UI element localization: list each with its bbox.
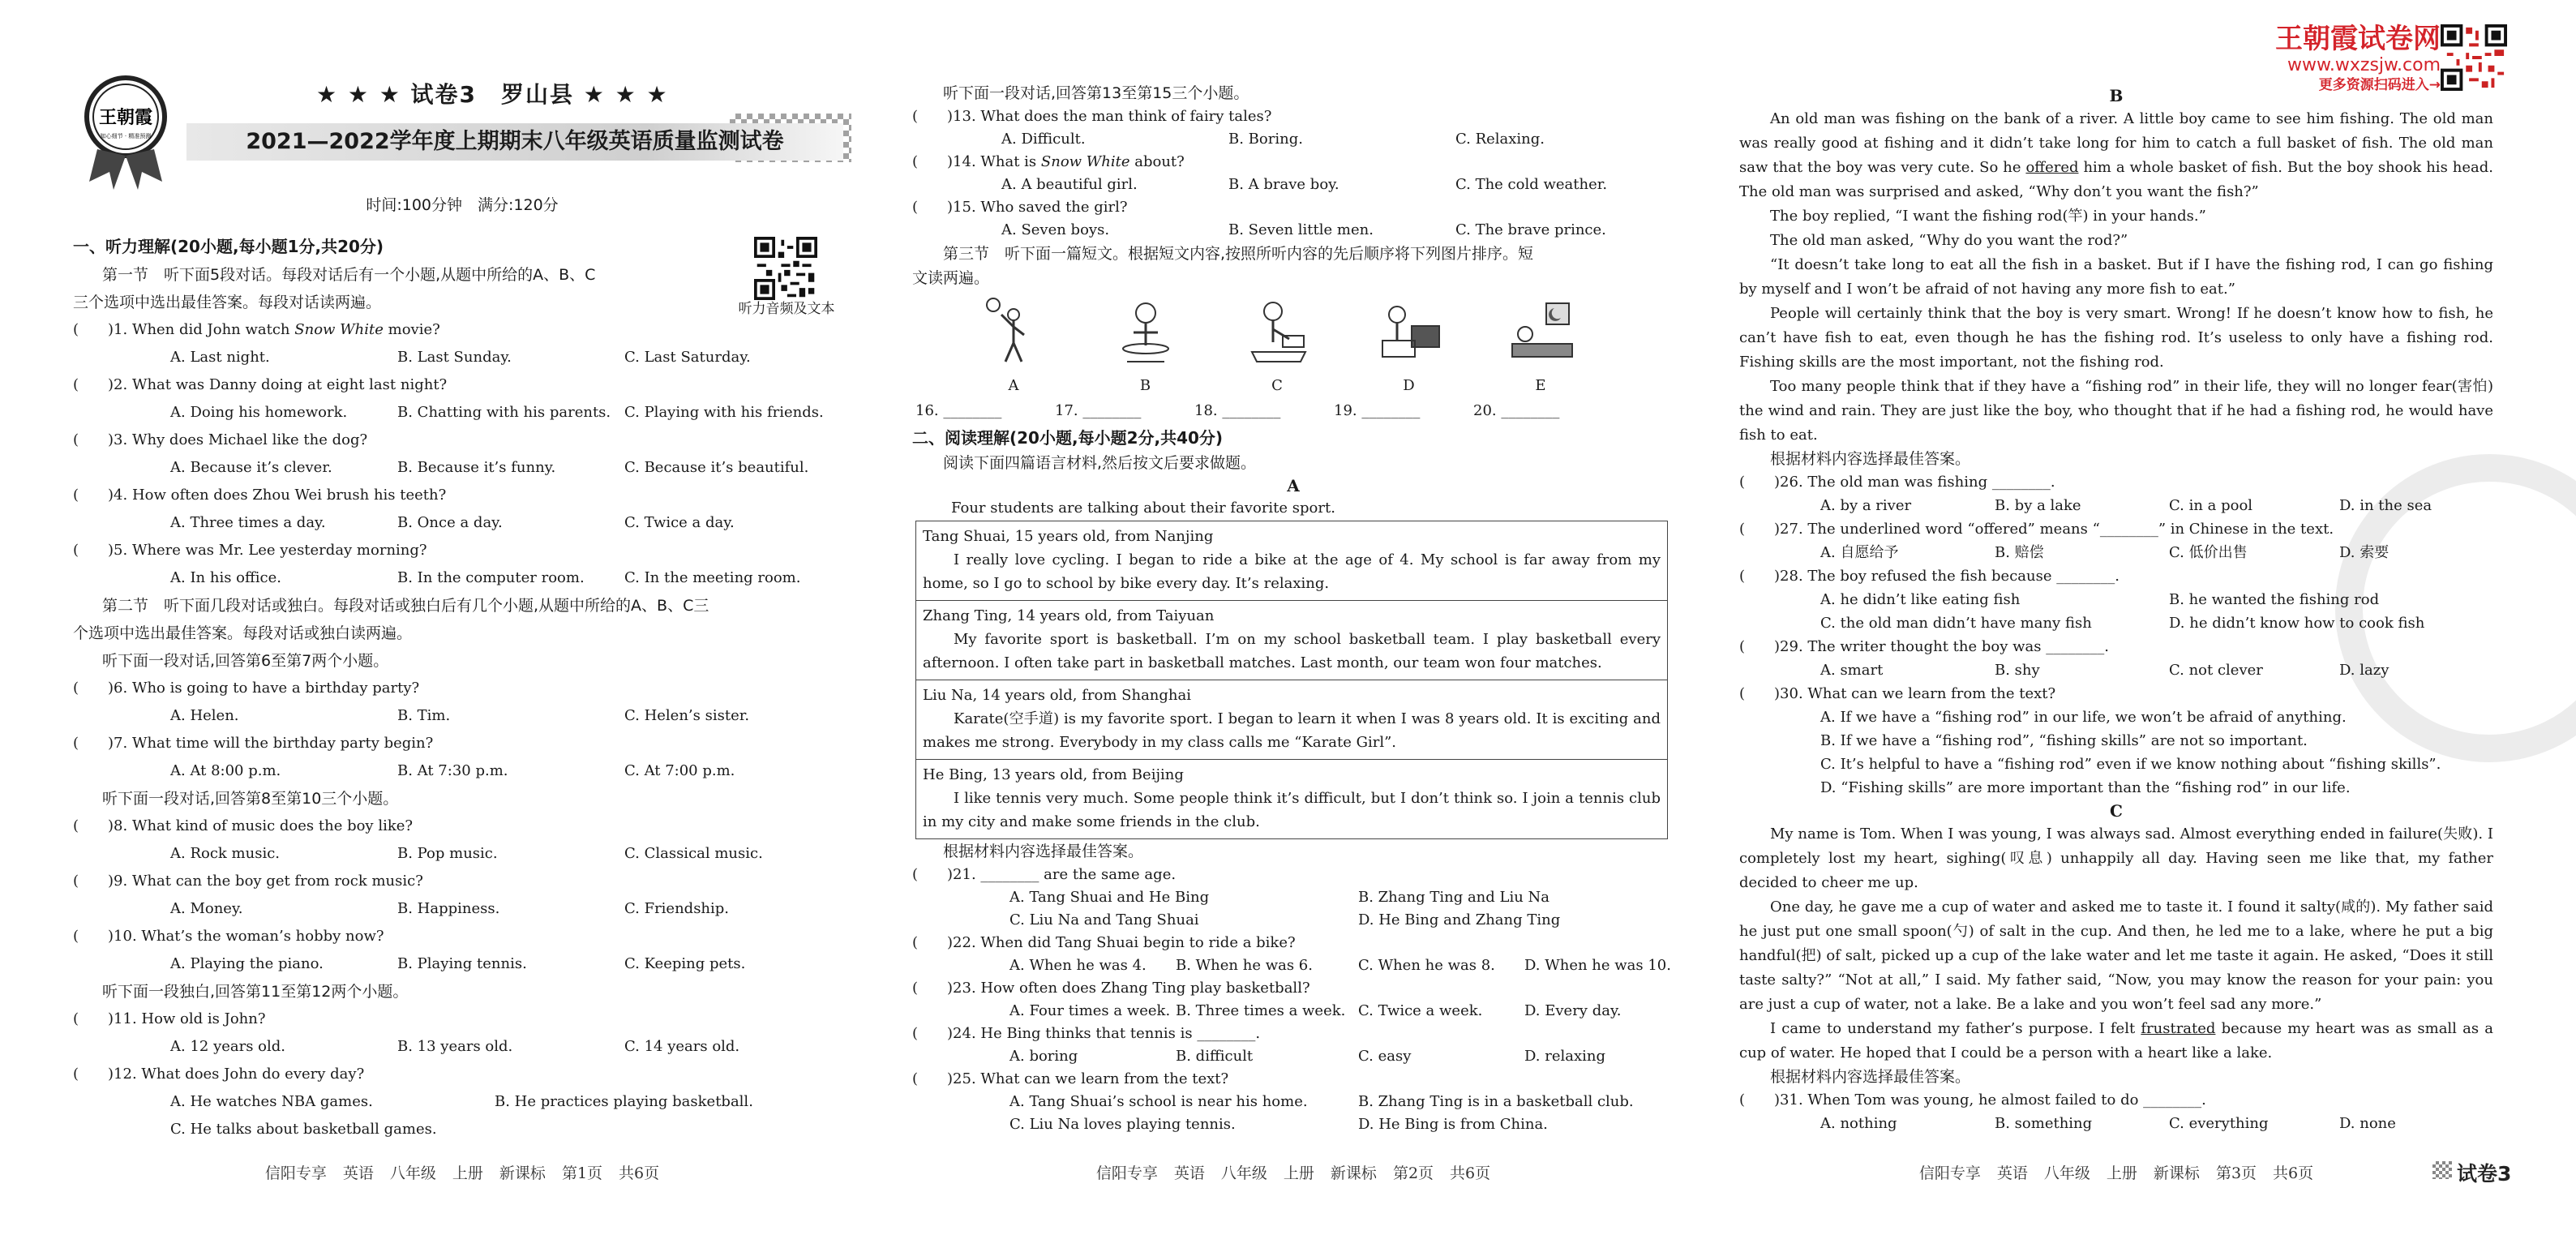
section2-instruction-2: 个选项中选出最佳答案。每段对话或独白读两遍。	[73, 624, 413, 642]
person-name: Liu Na, 14 years old, from Shanghai	[923, 687, 1191, 704]
q30-option-c-row	[1739, 753, 2493, 776]
option-d[interactable]: D. lazy	[2339, 662, 2390, 679]
q4-options	[73, 509, 851, 537]
dialogue-2-note: 听下面一段对话,回答第8至第10三个小题。	[102, 790, 399, 808]
question-23: ( )23. How often does Zhang Ting play basketball?	[912, 980, 1310, 997]
option-c[interactable]: C. the old man didn’t have many fish	[1820, 615, 2092, 632]
passage-b-paragraph: Too many people think that if they have a “fishing rod” in their life, they will no longer fear(害怕) the wind and rain. They are just like the boy, who thought that if he had a fishing rod, he would have fish to eat.	[1739, 378, 2493, 444]
time-score: 时间:100分钟 满分:120分	[366, 196, 559, 214]
footer-page: 第1页	[561, 1164, 603, 1182]
footer-page: 第3页	[2215, 1164, 2257, 1182]
option-c[interactable]: C. Playing with his friends.	[624, 404, 824, 421]
section3-instruction-2: 文读两遍。	[912, 269, 990, 287]
qr-caption: 听力音频及文本	[738, 301, 835, 317]
choose-note-c: 根据材料内容选择最佳答案。	[1770, 1068, 1971, 1086]
option-a[interactable]: A. Tang Shuai and He Bing	[1009, 889, 1210, 906]
table-cell	[916, 601, 1668, 680]
option-d[interactable]: D. he didn’t know how to cook fish	[2169, 615, 2425, 632]
option-b[interactable]: B. 赔偿	[1995, 544, 2044, 561]
option-a[interactable]: A. Because it’s clever.	[170, 459, 332, 476]
option-c[interactable]: C. The cold weather.	[1455, 176, 1608, 193]
question-5: ( )5. Where was Mr. Lee yesterday morning?	[73, 542, 427, 559]
q1-options	[73, 344, 851, 371]
picture-b-label: B	[1139, 377, 1151, 394]
reading-title: 二、阅读理解(20小题,每小题2分,共40分)	[912, 428, 1224, 448]
option-b[interactable]: B. 13 years old.	[397, 1038, 513, 1055]
paragraph-text: I came to understand my father’s purpose. I felt	[1770, 1020, 2141, 1037]
option-a[interactable]: A. Three times a day.	[170, 514, 326, 531]
q21-options	[912, 886, 1674, 909]
option-b[interactable]: B. difficult	[1176, 1048, 1254, 1065]
option-a[interactable]: A. He watches NBA games.	[170, 1093, 373, 1110]
option-c[interactable]: C. easy	[1358, 1048, 1412, 1065]
question-12: ( )12. What does John do every day?	[73, 1066, 365, 1083]
option-c[interactable]: C. 低价出售	[2169, 544, 2248, 561]
option-b[interactable]: B. Boring.	[1228, 131, 1303, 148]
option-d[interactable]: D. none	[2339, 1115, 2396, 1132]
question-27: ( )27. The underlined word “offered” means “________” in Chinese in the text.	[1739, 521, 2334, 538]
passage-a-letter: A	[1287, 476, 1300, 495]
q7-options	[73, 757, 851, 785]
option-c[interactable]: C. Liu Na and Tang Shuai	[1009, 911, 1199, 928]
picture-e-label: E	[1535, 377, 1546, 394]
picture-a[interactable]	[969, 290, 1058, 397]
option-b[interactable]: B. Seven little men.	[1228, 221, 1374, 238]
question-4: ( )4. How often does Zhou Wei brush his teeth?	[73, 487, 447, 504]
section2-instruction: 第二节 听下面几段对话或独白。每段对话或独白后有几个小题,从题中所给的A、B、C三	[102, 597, 709, 615]
option-a[interactable]: A. Helen.	[170, 707, 239, 724]
passage-c-paragraph	[1739, 1017, 2493, 1066]
q13-options	[912, 128, 1674, 151]
option-b[interactable]: B. When he was 6.	[1176, 957, 1313, 974]
option-a[interactable]: A. nothing	[1820, 1115, 1897, 1132]
picture-row	[969, 290, 1585, 397]
footer-page: 第2页	[1392, 1164, 1434, 1182]
option-c[interactable]: C. Keeping pets.	[624, 955, 746, 972]
option-a[interactable]: A. When he was 4.	[1009, 957, 1147, 974]
answer-20[interactable]: 20. ________	[1473, 402, 1560, 419]
q27-options	[1739, 541, 2493, 564]
option-b[interactable]: B. If we have a “fishing rod”, “fishing skills” are not so important.	[1820, 732, 2308, 749]
option-a[interactable]: A. Doing his homework.	[170, 404, 348, 421]
option-a[interactable]: A. Money.	[170, 900, 243, 917]
dialogue-4-note: 听下面一段对话,回答第13至第15三个小题。	[943, 84, 1249, 102]
q12-options-2	[73, 1116, 851, 1143]
picture-a-label: A	[1008, 377, 1019, 394]
footer-subject: 英语	[1173, 1164, 1205, 1182]
question-25: ( )25. What can we learn from the text?	[912, 1070, 1229, 1087]
q14-options	[912, 174, 1674, 196]
option-d[interactable]: D. in the sea	[2339, 497, 2432, 514]
q29-options	[1739, 658, 2493, 682]
option-a[interactable]: A. Playing the piano.	[170, 955, 324, 972]
table-row	[916, 760, 1668, 839]
answer-16[interactable]: 16. ________	[915, 402, 1002, 419]
option-c[interactable]: C. The brave prince.	[1455, 221, 1606, 238]
brand-name: 王朝霞试卷网	[2275, 23, 2441, 55]
paragraph-text: An old man was fishing on the bank of a river. A little boy came to see him fishing. The old man was really good at fishing and it didn’t take long for him to catch a full basket of fish. The old man saw that the boy was very cute. So he	[1739, 110, 2493, 176]
q30-option-b-row	[1739, 729, 2493, 753]
option-d[interactable]: D. 索要	[2339, 544, 2390, 561]
q8-options	[73, 840, 851, 868]
option-a[interactable]: A. Four times a week.	[1009, 1002, 1171, 1019]
passage-b-paragraph: “It doesn’t take long to eat all the fish in a basket. But if I have the fishing rod, I can go fishing by myself and I won’t be afraid of not having any more fish to eat.”	[1739, 256, 2493, 298]
option-d[interactable]: D. Every day.	[1524, 1002, 1622, 1019]
q5-options	[73, 564, 851, 592]
paragraph-text: him a whole basket of fish. But the boy shook his head. The old man was surprised and asked, “Why don’t you want the fish?”	[1739, 159, 2493, 200]
footer-total: 共6页	[619, 1164, 660, 1182]
option-b[interactable]: B. Zhang Ting and Liu Na	[1358, 889, 1550, 906]
underlined-word: offered	[2025, 159, 2079, 176]
q22-options	[912, 954, 1674, 977]
option-c[interactable]: C. not clever	[2169, 662, 2263, 679]
option-c[interactable]: C. everything	[2169, 1115, 2269, 1132]
option-a[interactable]: A. 自愿给予	[1820, 544, 1899, 561]
question-7: ( )7. What time will the birthday party begin?	[73, 735, 434, 752]
option-a[interactable]: A. smart	[1820, 662, 1884, 679]
question-31: ( )31. When Tom was young, he almost failed to do ________.	[1739, 1091, 2206, 1108]
footer-grade: 八年级	[2043, 1164, 2090, 1182]
q3-options	[73, 454, 851, 482]
footer-edition: 新课标	[2153, 1164, 2200, 1182]
option-a[interactable]: A. At 8:00 p.m.	[170, 762, 281, 779]
q31-options	[1739, 1112, 2493, 1135]
option-b[interactable]: B. At 7:30 p.m.	[397, 762, 508, 779]
option-b[interactable]: B. Playing tennis.	[397, 955, 527, 972]
page-3	[1739, 0, 2493, 1235]
page-1	[73, 0, 851, 1235]
question-2: ( )2. What was Danny doing at eight last night?	[73, 376, 448, 393]
option-c[interactable]: C. When he was 8.	[1358, 957, 1495, 974]
question-14	[912, 151, 1674, 174]
option-c[interactable]: C. Twice a day.	[624, 514, 735, 531]
eating-boy-icon	[1109, 290, 1182, 371]
question-3: ( )3. Why does Michael like the dog?	[73, 431, 368, 448]
students-table	[915, 521, 1668, 839]
passage-b-letter: B	[2109, 86, 2124, 105]
picture-c[interactable]	[1232, 290, 1322, 397]
footer-tag: 信阳专享	[1095, 1164, 1158, 1182]
question-24: ( )24. He Bing thinks that tennis is ________.	[912, 1025, 1261, 1042]
exam-number: ★ ★ ★ 试卷3 罗山县 ★ ★ ★	[316, 81, 669, 108]
question-28: ( )28. The boy refused the fish because ________.	[1739, 568, 2120, 585]
option-c[interactable]: C. Twice a week.	[1358, 1002, 1483, 1019]
option-b[interactable]: B. something	[1995, 1115, 2093, 1132]
option-b[interactable]: B. Happiness.	[397, 900, 500, 917]
footer-edition: 新课标	[499, 1164, 546, 1182]
footer-subject: 英语	[1996, 1164, 2028, 1182]
option-d[interactable]: D. relaxing	[1524, 1048, 1606, 1065]
option-b[interactable]: B. Tim.	[397, 707, 451, 724]
paragraph-text: because my heart was as small as a cup of water. He hoped that I could be a person with a heart like a lake.	[1739, 1020, 2493, 1061]
option-b[interactable]: B. Pop music.	[397, 845, 498, 862]
option-a[interactable]: A. by a river	[1820, 497, 1912, 514]
table-cell	[916, 680, 1668, 760]
underlined-word: frustrated	[2141, 1020, 2216, 1037]
brand-tip: 更多资源扫码进入→	[2318, 77, 2441, 93]
passage-b	[1739, 84, 2493, 1135]
question-26: ( )26. The old man was fishing ________.	[1739, 474, 2055, 491]
option-a[interactable]: A. 12 years old.	[170, 1038, 286, 1055]
q6-options	[73, 702, 851, 730]
option-c[interactable]: C. Last Saturday.	[624, 349, 751, 366]
basketball-boy-icon	[977, 290, 1050, 371]
option-b[interactable]: B. Once a day.	[397, 514, 503, 531]
q14-text: ( )14. What is	[912, 153, 1041, 170]
brand-url[interactable]: www.wxzsjw.com	[2287, 55, 2441, 75]
option-c[interactable]: C. Friendship.	[624, 900, 730, 917]
q11-options	[73, 1033, 851, 1061]
ordering-answers	[912, 397, 1674, 425]
q30-option-a-row	[1739, 705, 2493, 729]
option-a[interactable]: A. Seven boys.	[1001, 221, 1110, 238]
footer-edition: 新课标	[1330, 1164, 1377, 1182]
listening-title: 一、听力理解(20小题,每小题1分,共20分)	[73, 237, 384, 256]
option-a[interactable]: A. If we have a “fishing rod” in our life, we won’t be afraid of anything.	[1820, 709, 2347, 726]
choose-note-b: 根据材料内容选择最佳答案。	[1770, 450, 1971, 468]
question-6: ( )6. Who is going to have a birthday party?	[73, 680, 420, 697]
picture-b[interactable]	[1101, 290, 1190, 397]
question-1	[73, 316, 851, 344]
question-9: ( )9. What can the boy get from rock music?	[73, 873, 423, 890]
option-a[interactable]: A. Tang Shuai’s school is near his home.	[1009, 1093, 1308, 1110]
logo-text: 王朝霞	[98, 108, 153, 128]
section3-instruction: 第三节 听下面一篇短文。根据短文内容,按照所听内容的先后顺序将下列图片排序。短	[943, 245, 1534, 263]
passage-b-paragraph: People will certainly think that the boy is very smart. Wrong! If he doesn’t know how to fish, he can’t have fish to eat, even though he has the fishing rod. It’s useless to only have a fishing rod. Fishing skills are the most important, not the fishing rod.	[1739, 305, 2493, 371]
passage-b-paragraph: The old man asked, “Why do you want the rod?”	[1770, 232, 2128, 249]
page-footer-3	[1739, 1161, 2493, 1183]
person-name: Zhang Ting, 14 years old, from Taiyuan	[923, 607, 1215, 624]
option-a[interactable]: A. boring	[1009, 1048, 1078, 1065]
option-a[interactable]: A. Last night.	[170, 349, 270, 366]
option-d[interactable]: D. He Bing is from China.	[1358, 1116, 1548, 1133]
question-29: ( )29. The writer thought the boy was ________.	[1739, 638, 2109, 655]
option-b[interactable]: B. Zhang Ting is in a basketball club.	[1358, 1093, 1634, 1110]
passage-b-paragraph	[1739, 107, 2493, 204]
exam-title: 2021—2022学年度上期期末八年级英语质量监测试卷	[186, 123, 843, 161]
passage-c-paragraph: My name is Tom. When I was young, I was always sad. Almost everything ended in failure(失败). I completely lost my heart, sighing(叹息) unhappily all day. Having seen me like that, my father decided to cheer me up.	[1739, 825, 2493, 891]
option-c[interactable]: C. Helen’s sister.	[624, 707, 750, 724]
option-a[interactable]: A. he didn’t like eating fish	[1820, 591, 2021, 608]
option-c[interactable]: C. Classical music.	[624, 845, 763, 862]
option-a[interactable]: A. A beautiful girl.	[1001, 176, 1138, 193]
question-11: ( )11. How old is John?	[73, 1010, 266, 1027]
option-a[interactable]: A. Difficult.	[1001, 131, 1086, 148]
question-30: ( )30. What can we learn from the text?	[1739, 685, 2056, 702]
person-text: I really love cycling. I began to ride a bike at the age of 4. My school is far away from my home, so I go to school by bike every day. It’s relaxing.	[923, 551, 1661, 592]
option-c[interactable]: C. It’s helpful to have a “fishing rod” even if we know nothing about “fishing skills”.	[1820, 756, 2441, 773]
section1-instruction-2: 三个选项中选出最佳答案。每段对话读两遍。	[73, 294, 382, 311]
table-row	[916, 601, 1668, 680]
footer-total: 共6页	[2273, 1164, 2314, 1182]
q30-option-d-row	[1739, 776, 2493, 800]
question-21: ( )21. ________ are the same age.	[912, 866, 1177, 883]
answer-17[interactable]: 17. ________	[1055, 402, 1142, 419]
q9-options	[73, 895, 851, 923]
passage-c-letter: C	[2110, 801, 2123, 821]
listening-section	[73, 232, 851, 1143]
page-footer-2	[912, 1161, 1674, 1183]
footer-term: 上册	[1283, 1164, 1314, 1182]
person-text: My favorite sport is basketball. I’m on my school basketball team. I play basketball every afternoon. I often take part in basketball matches. Last month, our team won four matches.	[923, 631, 1661, 671]
section1-instruction: 第一节 听下面5段对话。每段对话后有一个小题,从题中所给的A、B、C	[102, 266, 596, 284]
passage-a-intro: Four students are talking about their favorite sport.	[951, 500, 1335, 517]
person-name: Tang Shuai, 15 years old, from Nanjing	[923, 528, 1214, 545]
q12-options	[73, 1088, 851, 1116]
table-row	[916, 680, 1668, 760]
q10-options	[73, 950, 851, 978]
footer-subject: 英语	[342, 1164, 374, 1182]
q24-options	[912, 1045, 1674, 1068]
option-a[interactable]: A. In his office.	[170, 569, 282, 586]
choose-note-a: 根据材料内容选择最佳答案。	[943, 843, 1144, 860]
option-b[interactable]: B. A brave boy.	[1228, 176, 1339, 193]
option-b[interactable]: B. shy	[1995, 662, 2040, 679]
reading-boy-icon	[1241, 290, 1314, 371]
option-c[interactable]: C. At 7:00 p.m.	[624, 762, 735, 779]
option-b[interactable]: B. Last Sunday.	[397, 349, 512, 366]
option-c[interactable]: C. He talks about basketball games.	[170, 1121, 437, 1138]
answer-18[interactable]: 18. ________	[1194, 402, 1281, 419]
option-c[interactable]: C. 14 years old.	[624, 1038, 740, 1055]
option-d[interactable]: D. “Fishing skills” are more important than the “fishing rod” in our life.	[1820, 779, 2351, 796]
footer-tag: 信阳专享	[264, 1164, 327, 1182]
option-c[interactable]: C. In the meeting room.	[624, 569, 801, 586]
tv-watching-icon	[1373, 290, 1446, 371]
dialogue-1-note: 听下面一段对话,回答第6至第7两个小题。	[102, 652, 389, 670]
q15-options	[912, 219, 1674, 242]
logo-subtext: 知心细节 · 精准预测	[100, 133, 152, 139]
picture-d[interactable]	[1365, 290, 1454, 397]
passage-b-paragraph: The boy replied, “I want the fishing rod(竿) in your hands.”	[1770, 208, 2206, 225]
option-c[interactable]: C. Liu Na loves playing tennis.	[1009, 1116, 1236, 1133]
q1-title: Snow White	[294, 321, 384, 338]
option-c[interactable]: C. Because it’s beautiful.	[624, 459, 809, 476]
q23-options	[912, 1000, 1674, 1023]
page-2	[912, 0, 1674, 1235]
footer-grade: 八年级	[389, 1164, 436, 1182]
q25-options	[912, 1091, 1674, 1113]
question-10: ( )10. What’s the woman’s hobby now?	[73, 928, 384, 945]
exam-badge: 试卷3	[2457, 1162, 2512, 1186]
q2-options	[73, 399, 851, 427]
option-b[interactable]: B. Chatting with his parents.	[397, 404, 611, 421]
footer-total: 共6页	[1450, 1164, 1491, 1182]
q21-options-2	[912, 909, 1674, 932]
reading-intro: 阅读下面四篇语言材料,然后按文后要求做题。	[943, 454, 1257, 472]
table-cell	[916, 521, 1668, 601]
q28-options-2	[1739, 611, 2493, 635]
option-b[interactable]: B. Because it’s funny.	[397, 459, 556, 476]
question-22: ( )22. When did Tang Shuai begin to ride a bike?	[912, 934, 1296, 951]
question-13: ( )13. What does the man think of fairy tales?	[912, 108, 1272, 125]
option-d[interactable]: D. He Bing and Zhang Ting	[1358, 911, 1561, 928]
picture-e[interactable]	[1496, 290, 1585, 397]
question-8: ( )8. What kind of music does the boy like?	[73, 817, 414, 834]
picture-c-label: C	[1271, 377, 1283, 394]
q25-options-2	[912, 1113, 1674, 1136]
footer-tag: 信阳专享	[1918, 1164, 1981, 1182]
footer-term: 上册	[452, 1164, 483, 1182]
table-cell	[916, 760, 1668, 839]
picture-d-label: D	[1403, 377, 1415, 394]
option-b[interactable]: B. by a lake	[1995, 497, 2081, 514]
q1-text: ( )1. When did John watch	[73, 321, 295, 338]
option-b[interactable]: B. Three times a week.	[1176, 1002, 1346, 1019]
person-text: I like tennis very much. Some people think it’s difficult, but I don’t think so. I join a tennis club in my city and make some friends in the club.	[923, 790, 1661, 830]
passage-c-paragraph: One day, he gave me a cup of water and asked me to taste it. I found it salty(咸的). My father said he just put one small spoon(勺) of salt in the cup. And then, he led me to a lake, where he put a big handful(把) of salt, picked up a cup of the lake water and let me taste it again. He asked, “Does it still taste salty?” “Not at all,” I said. My father said, “Now, you may know the reason for your pain: you are just a cup of water, not a lake. Be a lake and you won’t feel sad any more.”	[1739, 898, 2493, 1013]
question-15: ( )15. Who saved the girl?	[912, 199, 1128, 216]
option-b[interactable]: B. he wanted the fishing rod	[2169, 591, 2380, 608]
person-text: Karate(空手道) is my favorite sport. I began to learn it when I was 8 years old. It is exciting and makes me strong. Everybody in my class calls me “Karate Girl”.	[923, 710, 1661, 751]
monologue-note: 听下面一段独白,回答第11至第12两个小题。	[102, 983, 409, 1001]
page-footer-1	[73, 1161, 851, 1183]
q14-end: about?	[1129, 153, 1185, 170]
option-b[interactable]: B. In the computer room.	[397, 569, 585, 586]
sleeping-boy-icon	[1504, 290, 1577, 371]
q28-options	[1739, 588, 2493, 611]
footer-term: 上册	[2106, 1164, 2137, 1182]
person-name: He Bing, 13 years old, from Beijing	[923, 766, 1184, 783]
q1-end: movie?	[383, 321, 440, 338]
answer-19[interactable]: 19. ________	[1334, 402, 1421, 419]
listening-continued	[912, 81, 1674, 1136]
table-row	[916, 521, 1668, 601]
option-c[interactable]: C. Relaxing.	[1455, 131, 1545, 148]
q26-options	[1739, 494, 2493, 517]
option-c[interactable]: C. in a pool	[2169, 497, 2253, 514]
q14-title: Snow White	[1040, 153, 1130, 170]
option-d[interactable]: D. When he was 10.	[1524, 957, 1671, 974]
footer-grade: 八年级	[1220, 1164, 1267, 1182]
option-a[interactable]: A. Rock music.	[170, 845, 280, 862]
option-b[interactable]: B. He practices playing basketball.	[495, 1093, 753, 1110]
